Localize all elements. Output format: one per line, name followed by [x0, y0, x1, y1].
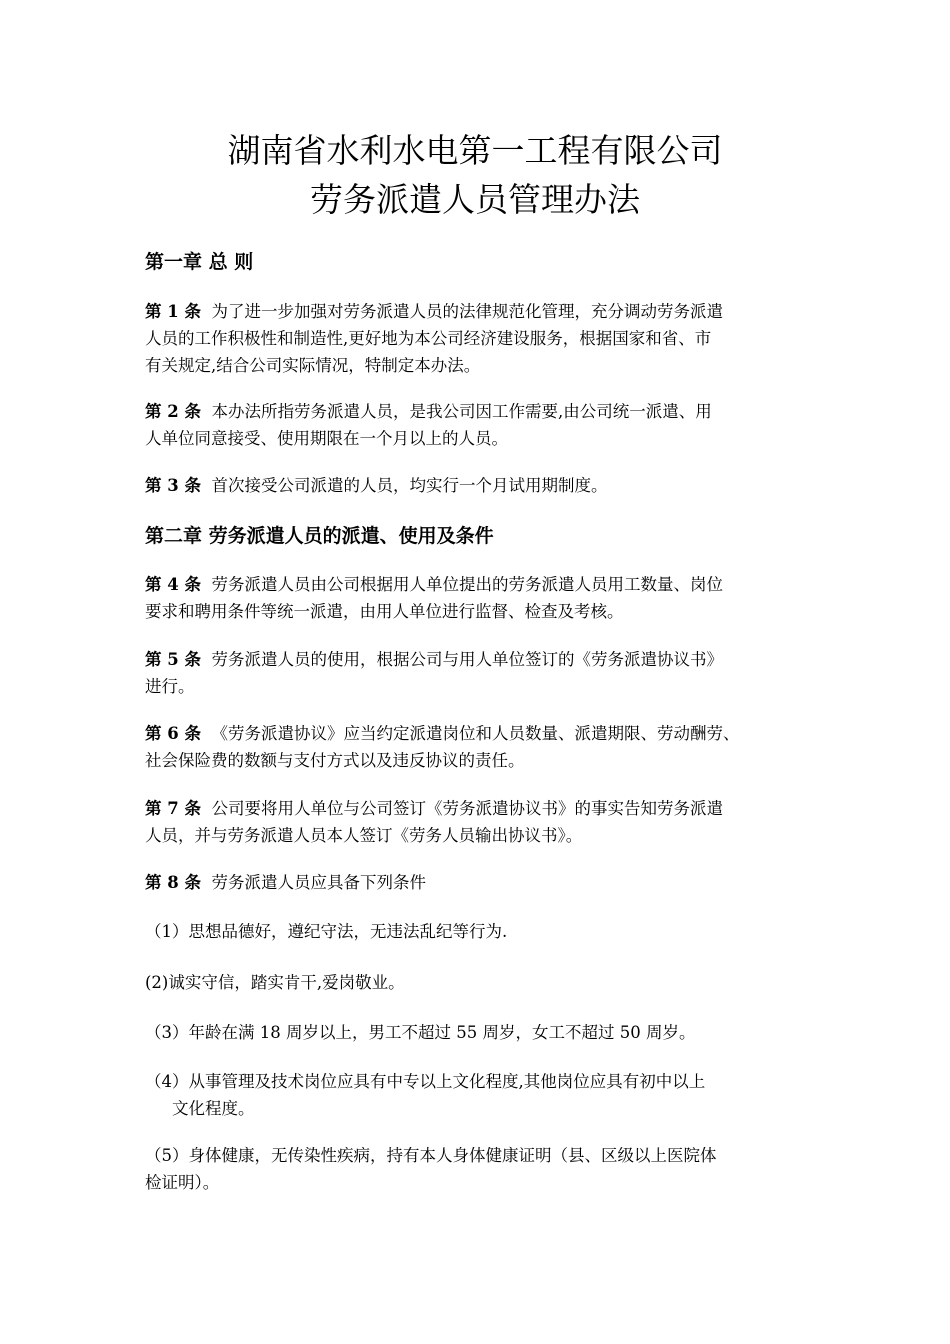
- condition-item-2: [145, 969, 820, 996]
- document-title-line-2: 劳务派遣人员管理办法: [310, 180, 640, 219]
- article-4-label: 第 4 条: [145, 575, 201, 594]
- article-7: [145, 795, 820, 849]
- article-2-line-1: 第 2 条 本办法所指劳务派遣人员，是我公司因工作需要,由公司统一派遣、用: [145, 402, 712, 421]
- article-4: [145, 571, 820, 625]
- document-title-line-1: 湖南省水利水电第一工程有限公司: [227, 131, 723, 170]
- chapter-1-heading: 第一章 总 则: [145, 251, 254, 273]
- article-7-line-1: 第 7 条 公司要将用人单位与公司签订《劳务派遣协议书》的事实告知劳务派遣: [145, 799, 723, 818]
- condition-item-1: [145, 918, 820, 945]
- article-5-label: 第 5 条: [145, 650, 201, 669]
- article-8-line-1: 第 8 条 劳务派遣人员应具备下列条件: [145, 873, 426, 892]
- article-4-line-1: 第 4 条 劳务派遣人员由公司根据用人单位提出的劳务派遣人员用工数量、岗位: [145, 575, 723, 594]
- condition-item-5: [145, 1142, 820, 1196]
- article-3: [145, 472, 820, 499]
- chapter-2-heading: 第二章 劳务派遣人员的派遣、使用及条件: [145, 525, 494, 547]
- article-2: [145, 398, 820, 452]
- article-7-label: 第 7 条: [145, 799, 201, 818]
- condition-item-3: [145, 1019, 820, 1046]
- article-6-line-1: 第 6 条 《劳务派遣协议》应当约定派遣岗位和人员数量、派遣期限、劳动酬劳、: [145, 724, 740, 743]
- condition-item-4-line-2: 文化程度。: [172, 1099, 255, 1118]
- article-5: [145, 646, 820, 700]
- article-5-line-1: 第 5 条 劳务派遣人员的使用，根据公司与用人单位签订的《劳务派遣协议书》: [145, 650, 723, 669]
- condition-item-4: [145, 1068, 820, 1122]
- condition-item-5-line-2: 检证明）。: [145, 1173, 220, 1192]
- article-6-line-2: 社会保险费的数额与支付方式以及违反协议的责任。: [145, 751, 525, 770]
- article-5-line-2: 进行。: [145, 677, 195, 696]
- article-4-line-2: 要求和聘用条件等统一派遣，由用人单位进行监督、检查及考核。: [145, 602, 624, 621]
- article-1-line-2: 人员的工作积极性和制造性,更好地为本公司经济建设服务，根据国家和省、市: [145, 329, 712, 348]
- condition-item-4-line-1: （4）从事管理及技术岗位应具有中专以上文化程度,其他岗位应具有初中以上: [145, 1072, 706, 1091]
- article-7-line-2: 人员，并与劳务派遣人员本人签订《劳务人员输出协议书》。: [145, 826, 583, 845]
- condition-item-5-line-1: （5）身体健康，无传染性疾病，持有本人身体健康证明（县、区级以上医院体: [145, 1146, 717, 1165]
- article-1-line-3: 有关规定,结合公司实际情况，特制定本办法。: [145, 356, 481, 375]
- article-1: [145, 298, 820, 379]
- condition-item-1-text: （1）思想品德好，遵纪守法，无违法乱纪等行为.: [145, 922, 508, 941]
- article-6: [145, 720, 820, 774]
- article-3-line-1: 第 3 条 首次接受公司派遣的人员，均实行一个月试用期制度。: [145, 476, 608, 495]
- article-2-label: 第 2 条: [145, 402, 201, 421]
- article-1-line-1: 第 1 条 为了进一步加强对劳务派遣人员的法律规范化管理，充分调动劳务派遣: [145, 302, 723, 321]
- condition-item-2-text: (2)诚实守信，踏实肯干,爱岗敬业。: [145, 973, 405, 992]
- article-2-line-2: 人单位同意接受、使用期限在一个月以上的人员。: [145, 429, 508, 448]
- article-6-label: 第 6 条: [145, 724, 201, 743]
- article-3-label: 第 3 条: [145, 476, 201, 495]
- condition-item-3-text: （3）年龄在满 18 周岁以上，男工不超过 55 周岁，女工不超过 50 周岁。: [145, 1023, 696, 1042]
- article-1-label: 第 1 条: [145, 302, 201, 321]
- article-8: [145, 869, 820, 896]
- article-8-label: 第 8 条: [145, 873, 201, 892]
